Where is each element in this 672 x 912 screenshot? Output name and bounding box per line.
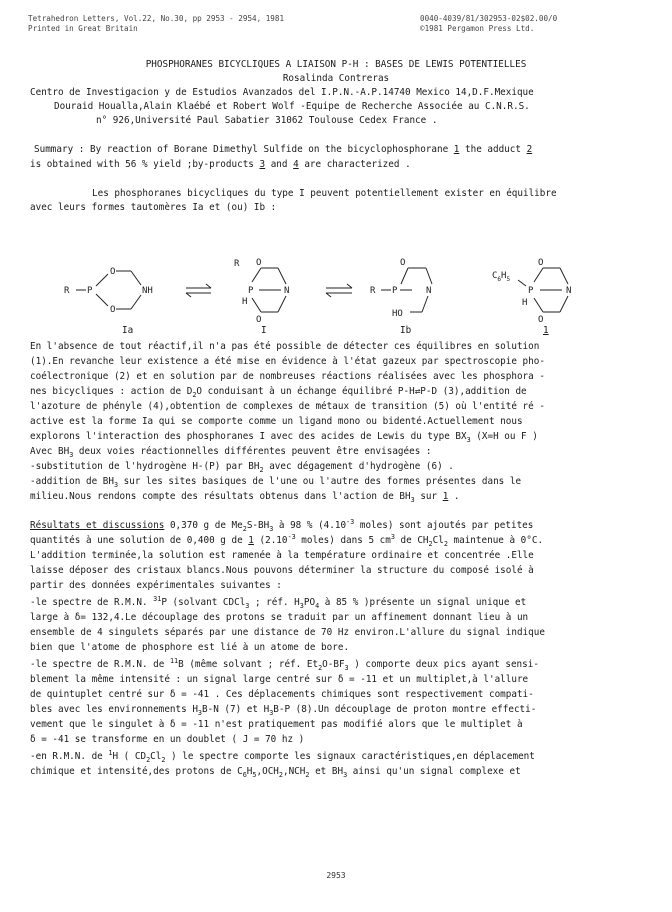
- superscript: 1: [108, 748, 113, 757]
- superscript: 31: [153, 594, 162, 603]
- text-run: nes bicycliques : action de D: [30, 386, 193, 397]
- nitrogen-atom: N: [284, 286, 290, 296]
- r-group: R: [234, 259, 240, 269]
- summary-line-1: [34, 144, 652, 156]
- text-run: quantités à une solution de 0,400 g de: [30, 535, 249, 546]
- phosphorus-atom: P: [248, 286, 254, 296]
- compound-ref: 3: [259, 159, 266, 170]
- text-run: à 85 % )présente un signal unique et: [319, 597, 527, 608]
- subscript: 6: [242, 770, 247, 779]
- compound-ref: 4: [293, 159, 299, 170]
- subscript: 3: [245, 601, 250, 610]
- results-line: [30, 704, 648, 716]
- phosphorus-atom: P: [392, 286, 398, 296]
- body-line: l'azoture de phényle (4),obtention de complexes de métaux de transition (5) où l'entité ré -: [30, 401, 545, 412]
- text-run: O conduisant à un échange équilibré P-H⇄P-D (3),addition de: [196, 386, 527, 397]
- text-run: -le spectre de R.M.N.: [30, 597, 154, 608]
- subscript: 2: [278, 770, 283, 779]
- results-line: [30, 748, 648, 764]
- affiliation-mexico: Centro de Investigacion y de Estudios Avanzados del I.P.N.-A.P.14740 Mexico 14,D.F.Mexique: [30, 87, 534, 98]
- issn-code: 0040-4039/81/302953-02$02.00/0: [420, 14, 558, 23]
- label-1: 1: [543, 325, 549, 336]
- copyright-line: ©1981 Pergamon Press Ltd.: [420, 24, 535, 33]
- subscript: 3: [113, 480, 119, 489]
- body-line: [30, 386, 648, 398]
- text-run: de CH: [394, 535, 429, 546]
- text-run: ) comporte deux pics ayant sensi-: [348, 659, 539, 670]
- label-ib: Ib: [400, 325, 412, 336]
- label-ia: Ia: [122, 325, 134, 336]
- text-run: -en R.M.N. de: [30, 751, 109, 762]
- structure-ia: [76, 271, 141, 309]
- hydrogen-atom: H: [242, 297, 248, 307]
- results-line: bien que l'atome de phosphore est lié à un atome de bore.: [30, 642, 350, 653]
- phosphorus-atom: P: [528, 286, 534, 296]
- nitrogen-atom: N: [426, 286, 432, 296]
- text-run: 0,370 g de Me: [164, 520, 243, 531]
- text-run: -le spectre de R.M.N. de: [30, 659, 170, 670]
- text-run: bles avec les environnements H: [30, 704, 198, 715]
- oxygen-atom: O: [400, 258, 406, 268]
- subscript: 3: [410, 495, 415, 504]
- summary-text: the adduct: [459, 144, 527, 155]
- page-number: 2953: [326, 871, 346, 880]
- body-line: [30, 461, 648, 473]
- text-run: moles) sont ajoutés par petites: [354, 520, 534, 531]
- superscript: 3: [390, 532, 395, 541]
- compound-ref: 1: [442, 491, 449, 502]
- intro-line-2: avec leurs formes tautomères Ia et (ou) Ib :: [30, 202, 277, 213]
- text-run: (X=H ou F ): [470, 431, 538, 442]
- r-group: R: [64, 286, 70, 296]
- subscript: 2: [443, 539, 448, 548]
- results-line: large à δ= 132,4.Le découplage des protons se traduit par un affinement donnant lieu à un: [30, 612, 529, 623]
- oxygen-atom: O: [110, 267, 116, 277]
- text-run: PO: [303, 597, 316, 608]
- section-heading: Résultats et discussions: [30, 520, 165, 531]
- text-run: explorons l'interaction des phosphoranes I avec des acides de Lewis du type BX: [30, 431, 467, 442]
- body-line: [30, 431, 648, 443]
- text-run: sur les sites basiques de l'une ou l'autre des formes présentes dans le: [118, 476, 522, 487]
- tautomer-structures: [56, 238, 616, 328]
- subscript: 5: [252, 770, 257, 779]
- subscript: 3: [299, 601, 304, 610]
- text-run: milieu.Nous rendons compte des résultats obtenus dans l'action de BH: [30, 491, 411, 502]
- text-run: avec dégagement d'hydrogène (6) .: [263, 461, 454, 472]
- text-run: S-BH: [246, 520, 270, 531]
- results-line: blement la même intensité : un signal large centré sur δ = -11 et un multiplet,à l'allure: [30, 674, 529, 685]
- text-run: -addition de BH: [30, 476, 114, 487]
- text-run: ) le spectre comporte les signaux caractéristiques,en déplacement: [165, 751, 535, 762]
- subscript: 2: [428, 539, 433, 548]
- oxygen-atom: O: [538, 315, 544, 325]
- text-run: -substitution de l'hydrogène H-(P) par BH: [30, 461, 260, 472]
- results-line: vement que le singulet à δ = -11 n'est pratiquement pas modifié alors que le multiplet à: [30, 719, 523, 730]
- oxygen-atom: O: [256, 258, 262, 268]
- subscript: 2: [161, 755, 166, 764]
- results-line: [30, 766, 648, 778]
- compound-ref: 1: [453, 144, 460, 155]
- subscript: 2: [242, 524, 247, 533]
- subscript: 3: [269, 524, 274, 533]
- text-run: O-BF: [322, 659, 345, 670]
- affiliation-toulouse: n° 926,Université Paul Sabatier 31062 Toulouse Cedex France .: [96, 115, 438, 126]
- text-run: H ( CD: [112, 751, 147, 762]
- subscript: 3: [343, 770, 348, 779]
- text-run: B-N (7) et H: [202, 704, 270, 715]
- text-run: moles) dans 5 cm: [295, 535, 391, 546]
- author-primary: Rosalinda Contreras: [282, 73, 390, 84]
- body-line: active est la forme Ia qui se comporte comme un ligand mono ou bidenté.Actuellement nous: [30, 416, 523, 427]
- hydroxyl-group: HO: [392, 309, 403, 319]
- authors-secondary: Douraid Houalla,Alain Klaébé et Robert Wolf -Equipe de Recherche Associée au C.N.R.S.: [54, 101, 530, 112]
- superscript: -3: [346, 517, 355, 526]
- results-line: [30, 532, 648, 548]
- phenyl-group: $C_6H_5$: [492, 271, 511, 283]
- body-line: En l'absence de tout réactif,il n'a pas été possible de détecter ces équilibres en solution: [30, 341, 540, 352]
- results-line: partir des données expérimentales suivantes :: [30, 580, 282, 591]
- text-run: .: [448, 491, 460, 502]
- printed-line: Printed in Great Britain: [28, 24, 138, 33]
- compound-ref: 2: [526, 144, 533, 155]
- body-line: [30, 476, 648, 488]
- results-line: de quintuplet centré sur δ = -41 . Ces déplacements chimiques sont respectivement compati-: [30, 689, 534, 700]
- subscript: 3: [69, 450, 74, 459]
- text-run: ainsi qu'un signal complexe et: [347, 766, 521, 777]
- equilibrium-arrow-2: [326, 284, 352, 297]
- subscript: 2: [146, 755, 151, 764]
- text-run: et BH: [309, 766, 344, 777]
- text-run: P (solvant CDCl: [161, 597, 246, 608]
- text-run: ,NCH: [282, 766, 306, 777]
- nitrogen-atom: N: [566, 286, 572, 296]
- text-run: maintenue à 0°C.: [447, 535, 544, 546]
- oxygen-atom: O: [256, 315, 262, 325]
- oxygen-atom: O: [110, 305, 116, 315]
- text-run: ; réf. H: [249, 597, 300, 608]
- citation-line: Tetrahedron Letters, Vol.22, No.30, pp 2953 - 2954, 1981: [28, 14, 285, 23]
- article-title: PHOSPHORANES BICYCLIQUES A LIAISON P-H : BASES DE LEWIS POTENTIELLES: [145, 59, 527, 70]
- label-i: I: [261, 325, 267, 336]
- structure-i: [252, 268, 286, 312]
- body-line: coélectronique (2) et en solution par de nombreuses réactions réalisées avec les phosphora -: [30, 371, 545, 382]
- equilibrium-arrow-1: [186, 284, 211, 297]
- text-run: chimique et intensité,des protons de C: [30, 766, 243, 777]
- results-line: δ = -41 se transforme en un doublet ( J = 70 hz ): [30, 734, 305, 745]
- summary-text: Summary : By reaction of Borane Dimethyl Sulfide on the bicyclophosphorane: [34, 144, 454, 155]
- subscript: 2: [259, 465, 264, 474]
- phosphorus-atom: P: [87, 286, 93, 296]
- text-run: Cl: [432, 535, 444, 546]
- compound-ref: 1: [248, 535, 254, 546]
- results-line: ensemble de 4 singulets séparés par une distance de 70 Hz environ.L'allure du signal indique: [30, 627, 545, 638]
- subscript: 3: [466, 435, 471, 444]
- text-run: (2.10: [253, 535, 288, 546]
- results-line: [30, 594, 648, 610]
- subscript: 2: [192, 390, 197, 399]
- summary-text: is obtained with 56 % yield ;by-products: [30, 159, 260, 170]
- body-line: (1).En revanche leur existence a été mise en évidence à l'état gazeux par spectroscopie pho-: [30, 356, 545, 367]
- text-run: B (même solvant ; réf. Et: [178, 659, 319, 670]
- text-run: à 98 % (4.10: [273, 520, 347, 531]
- structure-ib: [381, 268, 432, 312]
- copyright-block: [420, 14, 557, 34]
- hydrogen-atom: H: [522, 298, 528, 308]
- subscript: 2: [305, 770, 310, 779]
- journal-citation: [28, 14, 284, 34]
- text-run: deux voies réactionnelles différentes peuvent être envisagées :: [73, 446, 432, 457]
- text-run: sur: [414, 491, 443, 502]
- results-line: laisse déposer des cristaux blancs.Nous pouvons déterminer la structure du composé isolé à: [30, 565, 534, 576]
- subscript: 4: [315, 601, 320, 610]
- nh-group: NH: [142, 286, 153, 296]
- results-line: L'addition terminée,la solution est ramenée à la température ordinaire et concentrée .Elle: [30, 550, 534, 561]
- summary-line-2: [30, 159, 648, 171]
- superscript: 11: [169, 656, 179, 665]
- summary-text: and: [265, 159, 294, 170]
- text-run: ,OCH: [256, 766, 279, 777]
- superscript: -3: [287, 532, 296, 541]
- body-line: [30, 446, 648, 458]
- intro-line-1: Les phosphoranes bicycliques du type I peuvent potentiellement exister en équilibre: [92, 188, 557, 199]
- oxygen-atom: O: [538, 258, 544, 268]
- results-line: [30, 656, 648, 672]
- subscript: 3: [269, 708, 274, 717]
- subscript: 3: [344, 663, 349, 672]
- subscript: 3: [197, 708, 203, 717]
- text-run: B-P (8).Un découplage de proton montre effecti-: [273, 704, 537, 715]
- text-run: Avec BH: [30, 446, 70, 457]
- text-run: Cl: [150, 751, 162, 762]
- r-group: R: [370, 286, 376, 296]
- subscript: 2: [318, 663, 323, 672]
- text-run: H: [246, 766, 253, 777]
- summary-text: are characterized .: [298, 159, 411, 170]
- body-line: [30, 491, 648, 503]
- results-line: [30, 517, 648, 533]
